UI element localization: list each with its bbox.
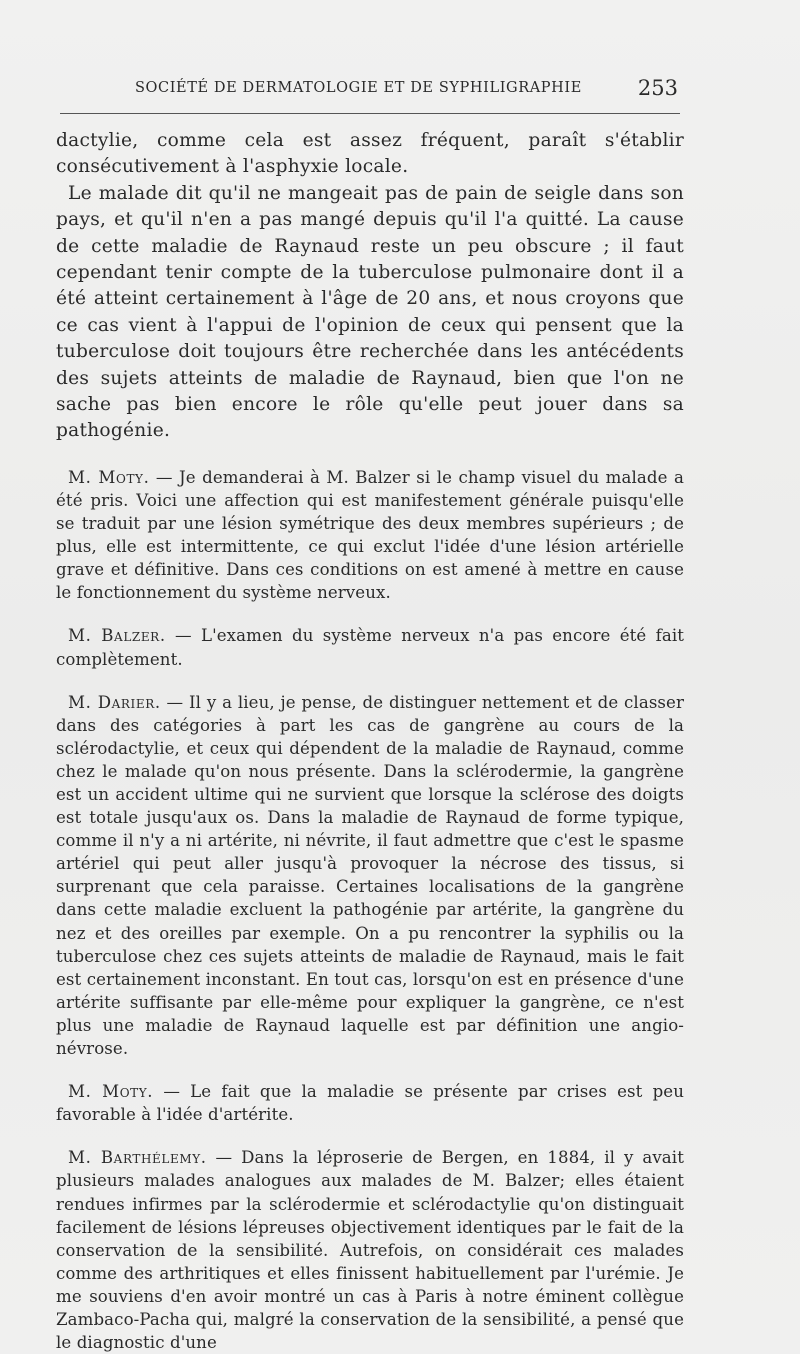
- speaker-name: M. Barthélemy.: [68, 1148, 207, 1168]
- discussion: [56, 466, 684, 1354]
- speech-moty-2: [56, 1080, 684, 1126]
- speech-balzer: [56, 624, 684, 670]
- speaker-name: M. Moty.: [68, 1082, 154, 1102]
- speech-text: — L'examen du système nerveux n'a pas encore été fait complètement.: [56, 626, 685, 669]
- speech-darier: [56, 691, 684, 1061]
- running-head: [60, 76, 678, 104]
- paragraph: Le malade dit qu'il ne mangeait pas de pain de seigle dans son pays, et qu'il n'en a pas mangé depuis qu'il l'a quitté. La cause de cette maladie de Raynaud reste un peu obscure ; il faut cependant tenir compte de la tuberculose pulmonaire dont il a été atteint certainement à l'âge de 20 ans, et nous croyons que ce cas vient à l'appui de l'opinion de ceux qui pensent que la tuberculose doit toujours être recherchée dans les antécédents des sujets atteints de maladie de Raynaud, bien que l'on ne sache pas bien encore le rôle qu'elle peut jouer dans sa pathogénie.: [56, 182, 684, 442]
- page-number: 253: [637, 76, 678, 100]
- speech-moty-1: [56, 466, 684, 605]
- speaker-name: M. Balzer.: [68, 626, 166, 646]
- speech-text: — Dans la léproserie de Bergen, en 1884, il y avait plusieurs malades analogues aux malades de M. Balzer; elles étaient rendues infirmes par la sclérodermie et sclérodactylie qu'on distinguait facilement de lésions lépreuses objectivement identiques par le fait de la conservation de la sensibilité. Autrefois, on considérait ces malades comme des arthritiques et elles finissent habituellement par l'urémie. Je me souviens d'en avoir montré un cas à Paris à notre éminent collègue Zambaco-Pacha qui, malgré la conservation de la sensibilité, a pensé que le diagnostic d'une: [56, 1148, 684, 1353]
- speaker-name: M. Darier.: [68, 692, 161, 712]
- header-rule: [60, 113, 680, 114]
- speech-text: — Le fait que la maladie se présente par crises est peu favorable à l'idée d'artérite.: [56, 1082, 684, 1125]
- speech-barthelemy: [56, 1146, 684, 1354]
- paragraph: dactylie, comme cela est assez fréquent, paraît s'établir consécutivement à l'asphyxie locale.: [56, 130, 684, 178]
- running-head-title: SOCIÉTÉ DE DERMATOLOGIE ET DE SYPHILIGRAPHIE: [135, 80, 582, 96]
- intro-block: [56, 128, 684, 445]
- body-text: [56, 128, 684, 1354]
- speech-text: — Il y a lieu, je pense, de distinguer nettement et de classer dans des catégories à part les cas de gangrène au cours de la sclérodactylie, et ceux qui dépendent de la maladie de Raynaud, comme chez le malade qu'on nous présente. Dans la sclérodermie, la gangrène est un accident ultime qui ne survient que lorsque la sclérose des doigts est totale jusqu'aux os. Dans la maladie de Raynaud de forme typique, comme il n'y a ni artérite, ni névrite, il faut admettre que c'est le spasme artériel qui peut aller jusqu'à provoquer la nécrose des tissus, si surprenant que cela paraisse. Certaines localisations de la gangrène dans cette maladie excluent la pathogénie par artérite, la gangrène du nez et des oreilles par exemple. On a pu rencontrer la syphilis ou la tuberculose chez ces sujets atteints de maladie de Raynaud, mais le fait est certainement inconstant. En tout cas, lorsqu'on est en présence d'une artérite suffisante par elle-même pour expliquer la gangrène, ce n'est plus une maladie de Raynaud laquelle est par définition une angio-névrose.: [56, 692, 685, 1059]
- speech-text: — Je demanderai à M. Balzer si le champ visuel du malade a été pris. Voici une affection qui est manifestement générale puisqu'elle se traduit par une lésion symétrique des deux membres supérieurs ; de plus, elle est intermittente, ce qui exclut l'idée d'une lésion artérielle grave et définitive. Dans ces conditions on est amené à mettre en cause le fonctionnement du système nerveux.: [56, 467, 684, 603]
- speaker-name: M. Moty.: [68, 467, 150, 487]
